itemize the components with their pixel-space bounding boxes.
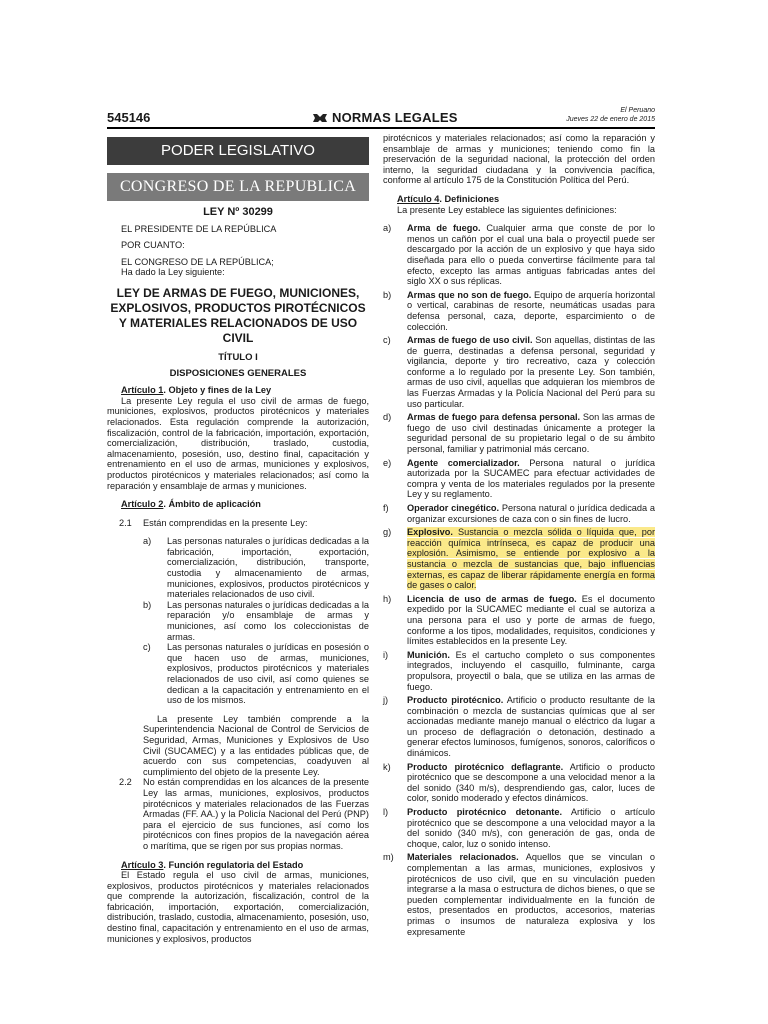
definition-letter: h): [383, 593, 392, 604]
definition-letter: i): [383, 649, 389, 660]
definition-term: Agente comercializador.: [407, 457, 520, 468]
item-2-1-a: [143, 536, 369, 600]
law-title-line-3: Y MATERIALES RELACIONADOS DE USO CIVIL: [118, 315, 358, 345]
definition-item: [383, 852, 655, 937]
definition-term: Munición.: [407, 649, 450, 660]
titulo-heading: TÍTULO I: [218, 351, 258, 363]
definition-item: [383, 650, 655, 692]
law-title-line-2: EXPLOSIVOS, PRODUCTOS PIROTÉCNICOS: [110, 300, 366, 315]
definition-item: [383, 223, 655, 287]
item-2-2-text: No están comprendidas en los alcances de la presente Ley las armas, municiones, explosivos, productos pirotécnicos y materiales relacionados de las Fuerzas Armadas (FF. AA.) y la Policía Nacional del Perú (PNP) para el ejercicio de sus funciones, así como los pirotécnicos con fines propios de la navegación aérea o marítima, que se rigen por sus propias normas.: [143, 777, 369, 851]
definition-text: [407, 223, 655, 287]
article-4-heading: [383, 194, 655, 205]
article-2-heading: [107, 499, 369, 510]
definition-term: Materiales relacionados.: [407, 852, 519, 863]
definition-body: Es el documento expedido por la SUCAMEC mediante el cual se autoriza a una persona para el uso y porte de armas de fuego, conforme a los tipos, modalidades, requisitos, condiciones y límites establecidos en la presente Ley.: [407, 593, 655, 647]
definition-item: [383, 290, 655, 332]
definition-text: [407, 594, 655, 647]
item-2-2: [107, 777, 369, 851]
definition-letter: m): [383, 852, 394, 863]
definition-term: Armas de fuego para defensa personal.: [407, 412, 581, 423]
definition-letter: c): [383, 335, 391, 346]
definition-body: Persona natural o jurídica autorizada por la SUCAMEC para efectuar actividades de compra y venta de los materiales regulados por la presente Ley y su reglamento.: [407, 457, 655, 500]
definitions-list: [383, 223, 655, 937]
issue-date: Jueves 22 de enero de 2015: [566, 116, 655, 123]
article-4-subtitle: . Definiciones: [439, 193, 500, 204]
continued-text: pirotécnicos y materiales relacionados; así como la reparación y ensamblaje de armas y municiones; teniendo como fin la preservación de la seguridad nacional, la protección del orden interno, la seguridad ciudadana y la convivencia pacífica, conforme al artículo 175 de la Constitución Política del Perú.: [383, 133, 655, 186]
definition-text: [407, 695, 655, 759]
item-2-1-c: [143, 642, 369, 706]
definition-letter: d): [383, 412, 392, 423]
definition-text: [407, 503, 655, 524]
article-3-heading: [107, 860, 369, 871]
definition-term: Producto pirotécnico deflagrante.: [407, 761, 564, 772]
article-1-text: La presente Ley regula el uso civil de armas de fuego, municiones, explosivos, productos pirotécnicos y materiales relacionados. Esta regulación comprende la autorización, fiscalización, control de la fabricación, importación, exportación, comercialización, distribución, traslado, custodia, almacenamiento, posesión, uso, destino final, capacitación y entrenamiento en el uso de armas, municiones y explosivos, productos pirotécnicos y materiales relacionados; así como la reparación y ensamblaje de armas y municiones.: [107, 395, 369, 491]
definition-body: Son las armas de fuego de uso civil destinadas únicamente a proteger la seguridad personal de su propietario legal o de su ámbito personal, familiar y patrimonial más cercano.: [407, 412, 655, 455]
article-1-subtitle: . Objeto y fines de la Ley: [163, 385, 272, 396]
definition-letter: k): [383, 761, 391, 772]
definition-body: Sustancia o mezcla sólida o líquida que, por reacción química intrínseca, es capaz de producir una explosión. Asimismo, se entiende por explosivo a la sustancia o mezcla de sustancias que, bajo influencias externas, es capaz de liberar rápidamente energía en forma de gases o calor.: [407, 527, 655, 591]
definition-body: Artificio o artículo pirotécnico que se descompone a una velocidad mayor a la del sonido (340 m/s), con generación de gas, onda de choque, calor, luz o sonido intenso.: [407, 807, 655, 849]
article-4-intro: La presente Ley establece las siguientes definiciones:: [397, 204, 617, 215]
item-b-text: Las personas naturales o jurídicas dedicadas a la reparación y/o ensamblaje de armas y municiones, así como los coleccionistas de armas.: [167, 599, 369, 642]
definition-body: Equipo de arquería horizontal o vertical, carabinas de resorte, neumáticas usadas para defensa personal, caza, deporte, esparcimiento o de colección.: [407, 289, 655, 332]
definition-text: [407, 458, 655, 500]
definition-item: [383, 762, 655, 804]
definition-text: [407, 807, 655, 849]
article-4-label: Artículo 4: [397, 193, 440, 204]
congress-banner: CONGRESO DE LA REPUBLICA: [107, 173, 369, 201]
publication-info: [566, 106, 655, 124]
definition-letter: f): [383, 503, 389, 513]
header-rule: [107, 127, 655, 129]
definition-letter: l): [383, 807, 389, 818]
definition-text: [407, 762, 655, 804]
coat-of-arms-icon: [312, 113, 328, 123]
definition-item: [383, 458, 655, 500]
item-a-letter: a): [143, 536, 152, 547]
sucamec-paragraph: La presente Ley también comprende a la Superintendencia Nacional de Control de Servicios de Seguridad, Armas, Municiones y Explosivos de Uso Civil (SUCAMEC) y a las entidades públicas que, de acuerdo con sus competencias, coadyuven al cumplimiento del objeto de la presente Ley.: [143, 713, 369, 777]
definition-body: Aquellos que se vinculan o complementan a las armas, municiones, explosivos y pirotécnicos de uso civil, que en su vinculación pueden integrarse a la masa o estructura de dichos bienes, o que se pueden complementar individualmente en la función de estos, presentados en productos, accesorios, materias primas o insumos de naturaleza explosiva y los expresamente: [407, 852, 655, 937]
item-c-letter: c): [143, 642, 151, 653]
publication-logo: [312, 110, 458, 125]
disposiciones-heading: DISPOSICIONES GENERALES: [169, 367, 307, 379]
publication-name: NORMAS LEGALES: [332, 110, 458, 125]
definition-text: [407, 412, 655, 454]
definition-letter: e): [383, 457, 392, 468]
item-2-1-number: 2.1: [119, 517, 132, 528]
definition-body: Artificio o producto resultante de la combinación o mezcla de sustancias químicas que al ser accionadas mediante manejo manual o eléctrico da lugar a un proceso de deflagración o detonación, destinado a generar efectos luminosos, fumígenos, sonoros, caloríficos o dinámicos.: [407, 695, 655, 759]
definition-term: Armas de fuego de uso civil.: [407, 335, 533, 346]
definition-body: Cualquier arma que conste de por lo menos un cañón por el cual una bala o proyectil puede ser descargado por la acción de un explosivo y que haya sido diseñada para ello o pueda convertirse fácilmente para tal efecto, excepto las armas antiguas fabricadas antes del siglo XX o sus réplicas.: [407, 223, 655, 287]
definition-text: [407, 290, 655, 332]
por-cuanto: POR CUANTO:: [121, 240, 185, 251]
law-title-line-1: LEY DE ARMAS DE FUEGO, MUNICIONES,: [116, 285, 360, 300]
article-2-label: Artículo 2: [121, 499, 164, 510]
ha-dado-line: Ha dado la Ley siguiente:: [121, 267, 225, 278]
definition-term: Producto pirotécnico.: [407, 695, 504, 706]
page-number: 545146: [107, 110, 151, 125]
definition-letter: b): [383, 289, 392, 300]
definition-item: [383, 594, 655, 647]
definition-letter: g): [383, 527, 392, 538]
left-column: [107, 133, 369, 944]
definition-item: [383, 807, 655, 849]
article-3-subtitle: . Función regulatoria del Estado: [163, 859, 304, 870]
article-1-heading: [107, 385, 369, 396]
article-2-subtitle: . Ámbito de aplicación: [163, 499, 261, 510]
section-banner: PODER LEGISLATIVO: [107, 137, 369, 165]
definition-term: Armas que no son de fuego.: [407, 289, 532, 300]
item-2-2-number: 2.2: [119, 777, 132, 788]
article-3-label: Artículo 3: [121, 859, 164, 870]
item-2-1-b: [143, 600, 369, 642]
item-2-1: [107, 518, 369, 529]
definition-body: Es el cartucho completo o sus componentes integrados, incluyendo el casquillo, fulminante, carga propulsora, proyectil o bala, que se utiliza en las armas de fuego.: [407, 649, 655, 692]
definition-item: [383, 335, 655, 409]
definition-body: Artificio o producto pirotécnico que se descompone a una velocidad menor a la del sonido (340 m/s), desprendiendo gas, calor, luces de color, sonido moderado y efectos dinámicos.: [407, 761, 655, 804]
definition-body: Persona natural o jurídica dedicada a organizar excursiones de caza con o sin fines de lucro.: [407, 503, 655, 524]
definition-item: [383, 695, 655, 759]
definition-item: [383, 527, 655, 591]
item-b-letter: b): [143, 599, 152, 610]
definition-item: [383, 412, 655, 454]
item-c-text: Las personas naturales o jurídicas en posesión o que hacen uso de armas, municiones, explosivos, productos pirotécnicos y materiales relacionados de uso civil, así como quienes se dedican a la capacitación y entrenamiento en el uso de los mismos.: [167, 642, 369, 706]
newspaper-name: El Peruano: [620, 107, 655, 114]
definition-term: Operador cinegético.: [407, 503, 500, 513]
definition-item: [383, 503, 655, 524]
definition-text: [407, 335, 655, 409]
definition-term: Explosivo.: [407, 527, 453, 538]
article-1-label: Artículo 1: [121, 385, 164, 396]
item-a-text: Las personas naturales o jurídicas dedicadas a la fabricación, importación, exportación, comercialización, distribución, transporte, custodia y almacenamiento de armas, municiones, explosivos, productos pirotécnicos y materiales relacionados de uso civil.: [167, 536, 369, 600]
definition-term: Licencia de uso de armas de fuego.: [407, 593, 577, 604]
right-column: [383, 133, 655, 940]
definition-text: [407, 527, 655, 591]
president-line: EL PRESIDENTE DE LA REPÚBLICA: [121, 223, 277, 234]
definition-letter: j): [383, 695, 389, 706]
item-2-1-text: Están comprendidas en la presente Ley:: [143, 517, 308, 528]
definition-term: Arma de fuego.: [407, 223, 481, 234]
definition-text: [407, 852, 655, 937]
law-number: LEY Nº 30299: [203, 206, 273, 218]
definition-text: [407, 650, 655, 692]
definition-term: Producto pirotécnico detonante.: [407, 807, 563, 818]
definition-body: Son aquellas, distintas de las de guerra, destinadas a defensa personal, seguridad y vigilancia, deporte y tiro recreativo, caza y colección conforme a lo regulado por la presente Ley. Son también, armas de uso civil, aquellas que adquieran los miembros de las Fuerzas Armadas y la Policía Nacional del Perú para su uso particular.: [407, 335, 656, 409]
article-3-text: El Estado regula el uso civil de armas, municiones, explosivos, productos pirotécnicos y materiales relacionados que comprende la autorización, fiscalización, control de la fabricación, importación, exportación, comercialización, distribución, traslado, custodia, almacenamiento, posesión, uso, destino final, capacitación y entrenamiento en el uso de armas, municiones y explosivos, productos: [107, 870, 369, 944]
law-title: [107, 286, 369, 346]
definition-letter: a): [383, 223, 392, 234]
congress-line: EL CONGRESO DE LA REPÚBLICA;: [121, 256, 274, 267]
